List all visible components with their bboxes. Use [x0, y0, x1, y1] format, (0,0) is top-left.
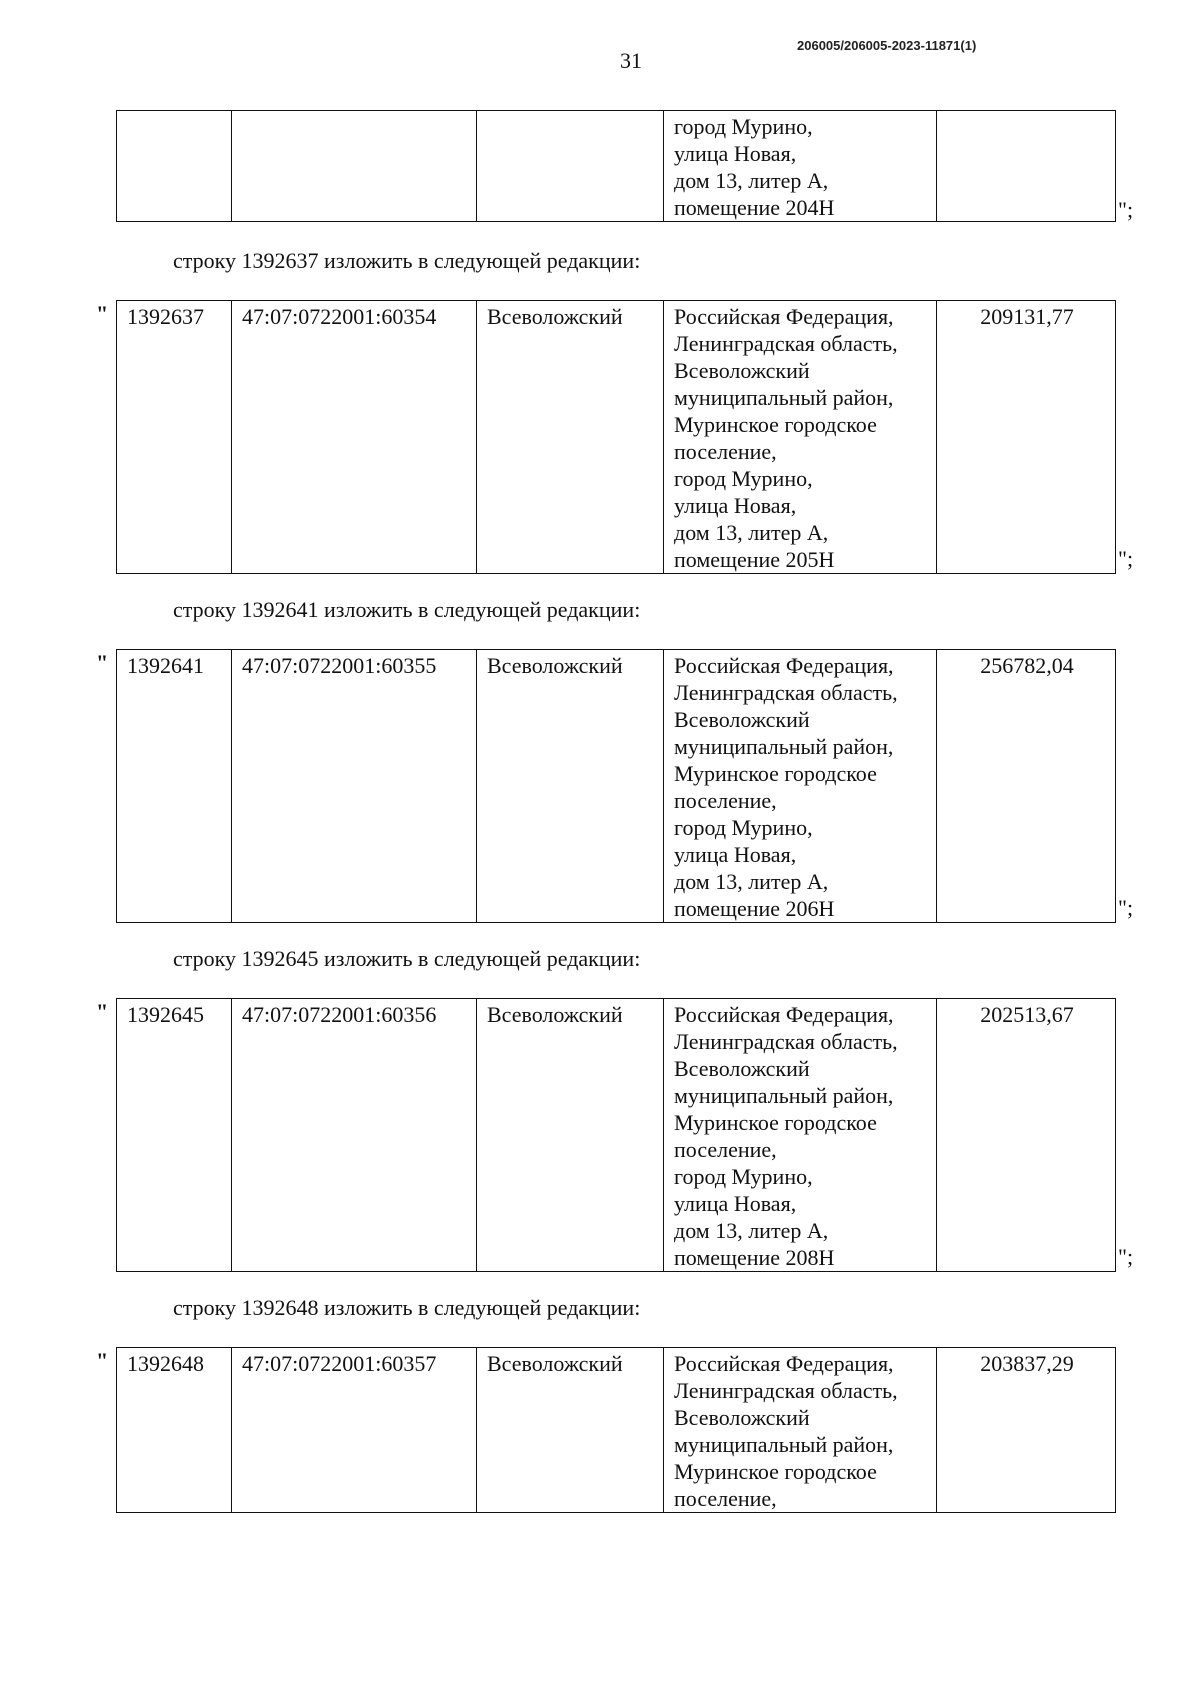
table-row [117, 301, 1116, 574]
close-quote: "; [1118, 546, 1134, 571]
value-cell: 256782,04 [937, 650, 1116, 923]
address-line: помещение 205Н [674, 547, 835, 572]
address-cell [664, 111, 937, 222]
value-cell: 209131,77 [937, 301, 1116, 574]
continuation-table [116, 110, 1116, 222]
address-line: Российская Федерация, [674, 1002, 894, 1027]
address-line: поселение, [674, 788, 777, 813]
address-line: муниципальный район, [674, 1432, 894, 1457]
address-line: Российская Федерация, [674, 1351, 894, 1376]
amendment-table [116, 1347, 1116, 1513]
address-line: дом 13, литер А, [674, 1218, 829, 1243]
address-line: город Мурино, [674, 1164, 813, 1189]
number-cell: 1392645 [117, 999, 232, 1272]
address-line: Муринское городское [674, 412, 877, 437]
cadastral-cell: 47:07:0722001:60357 [232, 1348, 477, 1513]
open-quote: " [96, 1348, 109, 1373]
district-cell: Всеволожский [477, 650, 664, 923]
address-line: поселение, [674, 1486, 777, 1511]
address-line: дом 13, литер А, [674, 520, 829, 545]
value-cell [937, 111, 1116, 222]
address-line: Всеволожский [674, 707, 810, 732]
close-quote: "; [1118, 895, 1134, 920]
document-id: 206005/206005-2023-11871(1) [797, 38, 977, 53]
address-line: дом 13, литер А, [674, 168, 829, 193]
address-line: муниципальный район, [674, 1083, 894, 1108]
address-cell [664, 1348, 937, 1513]
address-line: улица Новая, [674, 1191, 797, 1216]
address-line: Всеволожский [674, 358, 810, 383]
number-cell: 1392641 [117, 650, 232, 923]
open-quote: " [96, 301, 109, 326]
page-number: 31 [620, 48, 642, 73]
value-cell: 203837,29 [937, 1348, 1116, 1513]
address-line: муниципальный район, [674, 734, 894, 759]
number-cell: 1392637 [117, 301, 232, 574]
address-line: Всеволожский [674, 1056, 810, 1081]
close-quote: "; [1118, 197, 1134, 222]
address-line: Муринское городское [674, 1110, 877, 1135]
amendment-intro: строку 1392641 изложить в следующей редакции: [173, 597, 641, 622]
address-line: Российская Федерация, [674, 304, 894, 329]
district-cell: Всеволожский [477, 999, 664, 1272]
open-quote: " [96, 650, 109, 675]
address-line: поселение, [674, 1137, 777, 1162]
amendment-intro: строку 1392645 изложить в следующей редакции: [173, 946, 641, 971]
address-line: улица Новая, [674, 141, 797, 166]
district-cell: Всеволожский [477, 301, 664, 574]
address-line: Ленинградская область, [674, 331, 898, 356]
table-row [117, 650, 1116, 923]
address-line: помещение 206Н [674, 896, 835, 921]
address-cell [664, 999, 937, 1272]
address-line: город Мурино, [674, 466, 813, 491]
address-cell [664, 301, 937, 574]
district-cell [477, 111, 664, 222]
address-line: помещение 204Н [674, 195, 835, 220]
address-line: Муринское городское [674, 761, 877, 786]
cadastral-cell: 47:07:0722001:60354 [232, 301, 477, 574]
address-line: улица Новая, [674, 493, 797, 518]
address-line: город Мурино, [674, 815, 813, 840]
address-line: дом 13, литер А, [674, 869, 829, 894]
address-line: Всеволожский [674, 1405, 810, 1430]
address-line: Ленинградская область, [674, 1378, 898, 1403]
cadastral-cell: 47:07:0722001:60356 [232, 999, 477, 1272]
number-cell [117, 111, 232, 222]
address-line: город Мурино, [674, 114, 813, 139]
address-line: Муринское городское [674, 1459, 877, 1484]
address-cell [664, 650, 937, 923]
address-line: поселение, [674, 439, 777, 464]
table-row [117, 1348, 1116, 1513]
address-line: Российская Федерация, [674, 653, 894, 678]
address-line: помещение 208Н [674, 1245, 835, 1270]
table-row [117, 999, 1116, 1272]
close-quote: "; [1118, 1244, 1134, 1269]
amendment-intro: строку 1392637 изложить в следующей редакции: [173, 248, 641, 273]
amendment-table [116, 300, 1116, 574]
address-line: Ленинградская область, [674, 680, 898, 705]
address-line: улица Новая, [674, 842, 797, 867]
address-line: муниципальный район, [674, 385, 894, 410]
address-line: Ленинградская область, [674, 1029, 898, 1054]
value-cell: 202513,67 [937, 999, 1116, 1272]
amendment-intro: строку 1392648 изложить в следующей редакции: [173, 1295, 641, 1320]
amendment-table [116, 649, 1116, 923]
district-cell: Всеволожский [477, 1348, 664, 1513]
cadastral-cell [232, 111, 477, 222]
number-cell: 1392648 [117, 1348, 232, 1513]
table-row [117, 111, 1116, 222]
amendment-table [116, 998, 1116, 1272]
cadastral-cell: 47:07:0722001:60355 [232, 650, 477, 923]
open-quote: " [96, 999, 109, 1024]
